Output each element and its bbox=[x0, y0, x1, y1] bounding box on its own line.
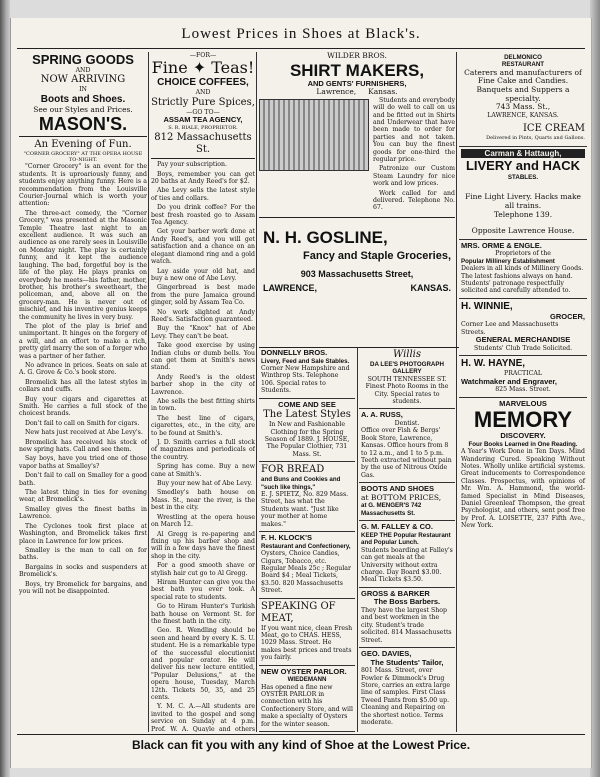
ad-text: See our Styles and Prices. bbox=[33, 104, 133, 114]
ad-text: Corner New Hampshire and Winthrop Sts. Telephone 106. Special rates to Students. bbox=[261, 365, 350, 395]
hayne-watchmaker-ad bbox=[459, 356, 587, 397]
ad-text: AND bbox=[75, 67, 91, 74]
ad-text: Dealers in all kinds of Millinery Goods. The latest fashions always on hand. Students' patronage respectfully solicited and carefully attended to. bbox=[461, 265, 584, 295]
ad-text: Oysters, Choice Candies, Cigars, Tobacco, etc. Regular Meals 25c ; Regular Board $4 ; Meal Tickets, $3.50. 820 Massachusetts Street. bbox=[261, 550, 351, 595]
article-paragraph: Bromelick has received his stock of new spring hats. Call and see them. bbox=[19, 438, 147, 454]
ad-subheading: ICE CREAM bbox=[522, 123, 585, 135]
ad-text: AND GENTS' FURNISHERS, bbox=[307, 78, 407, 88]
ad-subheading: at BOTTOM PRICES, bbox=[361, 492, 442, 502]
ad-text: PRACTICAL bbox=[504, 370, 542, 378]
ad-store: ASSAM TEA AGENCY, bbox=[163, 115, 243, 125]
ad-subheading: Restaurant and Confectionery, bbox=[261, 542, 351, 550]
local-item: Hiram Hunter can give you the best bath you ever took. A special rate to students. bbox=[151, 578, 255, 601]
ad-text: at G. MENGER'S 742 Massachusetts St. bbox=[361, 502, 422, 517]
column-3-lower bbox=[259, 347, 455, 732]
ad-block bbox=[259, 532, 355, 598]
local-item: Get your barber work done at Andy Reed's, and you will get satisfaction and a chance on an elegant diamond ring and a gold watch. bbox=[151, 228, 255, 266]
divider bbox=[151, 158, 255, 159]
ad-subheading: GROCER, bbox=[549, 311, 585, 321]
local-item: Gingerbread is best made from the pure Jamaica ground ginger, sold by Assam Tea Co. bbox=[151, 284, 255, 307]
ad-block bbox=[259, 347, 355, 399]
ad-heading: SHIRT MAKERS, bbox=[289, 60, 425, 80]
building-engraving bbox=[259, 97, 369, 214]
ad-text: Telephone 139. bbox=[493, 209, 553, 219]
ad-subheading: Watchmaker and Engraver, bbox=[461, 376, 558, 386]
ad-brand: MASON'S. bbox=[38, 114, 128, 135]
ad-heading: GEO. DAVIES, bbox=[361, 648, 412, 658]
ad-text: Work called for and delivered. Telephone No. 67. bbox=[373, 189, 455, 212]
ad-text: Banquets and Suppers a specialty. bbox=[476, 85, 570, 103]
local-item: Abe sells the best fitting shirts in town. bbox=[151, 398, 255, 413]
article-paragraph: The latest thing in ties for evening wear, at Bromelick's. bbox=[19, 489, 147, 504]
ad-heading: SPRING GOODS bbox=[32, 52, 134, 67]
column-divider bbox=[357, 347, 358, 732]
ad-text: —GO TO— bbox=[186, 108, 220, 116]
ad-text: Caterers and manufacturers of Fine Cake and Candies. bbox=[464, 67, 582, 86]
ad-text: Office over Fish & Bergs' Book Store, Lawrence, Kansas. Office hours from 8 to 12 a.m., and 1 to 5 p.m. Teeth extracted without pain by the use of Nitrous Oxide Gas. bbox=[361, 427, 452, 479]
ad-subheading: The Boss Barbers. bbox=[373, 597, 441, 607]
ad-text: If you want nice, clean Fresh Meat, go to CHAS. HESS, 1029 Mass. Street. He makes best prices and treats you fairly. bbox=[261, 624, 353, 662]
page-banner: Lowest Prices in Shoes at Black's. bbox=[181, 26, 421, 42]
ad-text: Has opened a fine new OYSTER PARLOR in connection with his Confectionery Store, and will make a specialty of Oysters for the winter season. bbox=[261, 683, 353, 728]
local-item: Al Gregg is re-papering and fixing up his barber shop and will in a few days have the finest shop in the city. bbox=[151, 530, 255, 560]
ad-text: They have the largest Shop and best workmen in the city. Student's trade solicited. 814 Massachusetts Street. bbox=[361, 606, 452, 644]
ad-subheading: Four Books Learned in One Reading. bbox=[468, 440, 578, 448]
column-divider bbox=[456, 52, 457, 732]
ad-text: CHOICE COFFEES, bbox=[157, 77, 249, 89]
ad-text: Fine Light Livery. Hacks make all trains. bbox=[465, 192, 581, 210]
ad-text: Corner Lee and Massachusetts Streets. bbox=[461, 321, 559, 336]
ad-state: KANSAS. bbox=[410, 282, 451, 293]
ad-text: Strictly Pure Spices, bbox=[151, 96, 255, 108]
column-1 bbox=[19, 52, 147, 732]
article-paragraph: The Cyclones took first place at Washington, and Bromelick takes first place in Lawrence for low prices. bbox=[19, 522, 147, 545]
article-paragraph: Smalley gives the finest baths in Lawrence. bbox=[19, 505, 147, 521]
ad-text: —FOR— bbox=[189, 52, 217, 59]
ad-heading: MARVELOUS bbox=[499, 398, 547, 408]
ad-block bbox=[359, 347, 455, 409]
ad-city: LAWRENCE, KANSAS. bbox=[487, 111, 559, 119]
ad-heading: DELMONICO bbox=[504, 54, 542, 61]
ad-subheading: Fancy and Staple Groceries, bbox=[303, 249, 451, 262]
local-item: No work slighted at Andy Reed's. Satisfaction guaranteed. bbox=[151, 308, 255, 323]
local-item: Wrestling at the opera house on March 12. bbox=[151, 513, 255, 529]
local-item: Smedley's bath house on Mass. St., near the river, is the best in the city. bbox=[151, 489, 255, 512]
ad-heading: COME AND SEE bbox=[278, 399, 336, 409]
delmonico-ad bbox=[459, 52, 587, 147]
ad-heading: GROSS & BARKER bbox=[361, 588, 430, 598]
article-paragraph: Say boys, have you tried one of those vapor baths at Smalley's? bbox=[19, 455, 147, 470]
divider bbox=[19, 136, 147, 137]
article-paragraph: Buy your cigars and cigarettes at Smith. He carries a full stock of the choicest brands. bbox=[19, 395, 147, 418]
bottom-rule bbox=[17, 734, 585, 735]
page-footer: Black can fit you with any kind of Shoe at the Lowest Price. bbox=[131, 738, 471, 752]
ad-text: Patronize our Custom Steam Laundry for nice work and low prices. bbox=[373, 165, 455, 188]
ad-block bbox=[259, 399, 355, 463]
ad-text: Proprietors of the bbox=[495, 250, 551, 258]
ad-heading: MRS. ORME & ENGLE. bbox=[461, 240, 542, 250]
divider bbox=[259, 217, 455, 218]
ad-heading: DONNELLY BROS. bbox=[261, 348, 328, 357]
ad-heading: Carman & Hattaugh, bbox=[461, 149, 585, 158]
ad-heading: FOR BREAD bbox=[261, 464, 325, 476]
column-3-top bbox=[259, 52, 455, 347]
ad-block bbox=[259, 666, 355, 732]
ad-text: Delivered in Pints, Quarts and Gallons. bbox=[486, 135, 585, 142]
ad-subheading: KEEP THE Popular Restaurant and Popular Lunch. bbox=[361, 531, 451, 547]
ad-block bbox=[359, 588, 455, 648]
local-item: Y. M. C. A.—All students are invited to the gospel and song service on Sunday at 4 p.m. Prof. W. A. Quayle and others bbox=[151, 703, 255, 732]
article-paragraph: Bromelick has all the latest styles in collars and cuffs. bbox=[19, 378, 147, 394]
ad-subheading: Livery, Feed and Sale Stables. bbox=[261, 357, 350, 365]
ad-subheading: The Latest Styles bbox=[263, 409, 351, 421]
ad-block bbox=[359, 521, 455, 587]
ad-heading: Fine ✦ Teas! bbox=[151, 58, 255, 78]
ad-heading: RESTAURANT bbox=[501, 61, 545, 69]
column-4 bbox=[459, 52, 587, 732]
ad-heading: H. W. HAYNE, bbox=[461, 358, 526, 370]
ad-address: 825 Mass. Street. bbox=[495, 386, 551, 394]
ad-block bbox=[259, 462, 355, 532]
ad-block bbox=[259, 599, 355, 666]
ad-heading: H. WINNIE, bbox=[461, 300, 513, 312]
ad-heading: SPEAKING OF MEAT, bbox=[261, 600, 336, 624]
carman-livery-ad bbox=[459, 147, 587, 240]
column-3a bbox=[259, 347, 355, 732]
memory-discovery-ad bbox=[459, 398, 587, 532]
ad-city: LAWRENCE, bbox=[263, 282, 317, 293]
ad-heading: G. M. FALLEY & CO. bbox=[361, 522, 433, 532]
ad-text: IN bbox=[79, 86, 87, 94]
article-title: An Evening of Fun. bbox=[34, 139, 132, 151]
article-paragraph: Bargains in socks and suspenders at Bromelick's. bbox=[19, 563, 147, 579]
ad-subheading: Dentist. bbox=[394, 420, 420, 428]
ad-text: S. R. BIALE, PROPRIETOR. bbox=[168, 124, 238, 131]
local-item: Andy Reed's is the oldest barber shop in the city of Lawrence. bbox=[151, 373, 255, 396]
ad-heading: MEMORY bbox=[473, 407, 573, 433]
ad-text: Students' Club Trade Solicited. bbox=[473, 344, 573, 352]
article-subtitle: "CORNER GROCERY" AT THE OPERA HOUSE TO-NIGHT. bbox=[23, 151, 143, 164]
ad-subheading: Popular Millinery Establishment bbox=[461, 257, 555, 265]
local-item: Boys, remember you can get 20 baths at Andy Reed's for $2. bbox=[151, 170, 255, 186]
ad-block bbox=[359, 648, 455, 729]
ad-heading: BOOTS AND SHOES bbox=[361, 484, 435, 494]
orme-millinery-ad bbox=[459, 240, 587, 299]
top-rule bbox=[17, 48, 585, 49]
local-item: Buy the "Knox" hat of Abe Levy. They can't be beat. bbox=[151, 325, 255, 340]
masons-ad bbox=[19, 52, 147, 134]
ad-text: 801 Mass. Street, over Fowler & Dimmock's Drug Store, carries an extra large line of samples. First Class Tweed Pants from $5.00 up. Cleaning and Repairing on the shortest notice. Terms moderate. bbox=[361, 667, 450, 726]
article-paragraph: Smalley is the man to call on for baths. bbox=[19, 546, 147, 562]
article-paragraph: Don't fail to call on Smalley for a good bath. bbox=[19, 472, 147, 487]
ad-heading: DISCOVERY. bbox=[500, 431, 546, 441]
local-item: The best line of cigars, cigarettes, etc., in the city, are to be found at Smith's. bbox=[151, 414, 255, 437]
ad-subheading: STABLES. bbox=[507, 174, 539, 181]
column-divider bbox=[148, 52, 149, 732]
ad-text: In New and Fashionable Clothing for the Spring Season of 1889. J. HOUSE, The Popular Clothier, 731 Mass. St. bbox=[264, 421, 350, 458]
article-paragraph: New hats just received at Abe Levy's. bbox=[25, 429, 143, 437]
ad-text: A Year's Work Done in Ten Days. Mind Wandering Cured. Speaking Without Notes. Wholly unlike artificial systems. Great inducements to Correspondence Classes. Prospectus, with opinions of Mr. Wm. A. Hammond, the world-famed Specialist in Mind Diseases, Daniel Greenleaf Thompson, the great Psychologist, and others, sent post free by Prof. A. LOISETTE, 237 Fifth Ave., New York. bbox=[461, 448, 585, 530]
ad-heading: Willis bbox=[392, 349, 422, 360]
ad-subheading: and Buns and Cookies and "such like things," bbox=[261, 476, 341, 491]
assam-tea-ad bbox=[151, 52, 255, 156]
column-divider bbox=[256, 52, 257, 732]
ad-text: Boots and Shoes. bbox=[40, 93, 126, 105]
ad-subheading: GENERAL MERCHANDISE bbox=[475, 335, 571, 345]
ad-text: WILDER BROS. bbox=[327, 52, 387, 60]
ad-text: AND bbox=[195, 89, 211, 97]
ad-block bbox=[359, 483, 455, 521]
local-item: Spring has come. Buy a new cane at Smith's. bbox=[151, 463, 255, 478]
ad-heading: A. A. RUSS, bbox=[361, 410, 403, 420]
gosline-ad bbox=[259, 221, 455, 295]
article-paragraph: Don't fail to call on Smith for cigars. bbox=[25, 419, 140, 427]
column-2 bbox=[151, 52, 255, 732]
ad-text: Opposite Lawrence House. bbox=[471, 226, 575, 236]
winnie-grocer-ad bbox=[459, 299, 587, 356]
ad-text: SOUTH TENNESSEE ST. Finest Photo Rooms in the City. Special rates to students. bbox=[365, 375, 449, 406]
ad-address: 743 Mass. St., bbox=[495, 102, 551, 112]
article-paragraph: "Corner Grocery" is an event for the students. It is uproariously funny, and students enjoy anything funny. Here is a recommendation from the Louisville Courier-Journal which is worth your attention: bbox=[19, 163, 147, 208]
local-item: Pay your subscription. bbox=[157, 161, 227, 169]
ad-address: 812 Massachusetts St. bbox=[154, 132, 252, 156]
ad-text: NOW ARRIVING bbox=[40, 74, 126, 86]
ad-subheading: The Students' Tailor, bbox=[370, 657, 444, 667]
ad-subheading: DA LEE'S PHOTOGRAPH GALLERY bbox=[369, 361, 444, 376]
local-item: Buy your new hat of Abe Levy. bbox=[157, 480, 253, 488]
local-item: For a good smooth shave or stylish hair cut go to Al Gregg. bbox=[151, 562, 255, 577]
article-paragraph: The three-act comedy, the "Corner Grocery," was presented at the Masonic Temple Theatre last night to an excellent audience. It was such an audience as one rarely sees in Louisville on Monday night. The play is certainly funny, and it kept the audience laughing. The bad, forgetful boy is the life of the play. He plays pranks on everybody he meets—his father, mother, brother, his brother's sweetheart, the policeman, and, above all on the grocery-man. He is never out of mischief, and his inventive genius keeps the community he lives in very busy. bbox=[19, 209, 147, 321]
ad-city: Lawrence, bbox=[316, 87, 357, 97]
ad-heading: NEW OYSTER PARLOR. bbox=[261, 666, 347, 676]
local-item: Geo. R. Wendling should be seen and heard by every K. S. U. student. He is a remarkable type of the successful elocutionist and popular orator. He will deliver his new lecture entitled, "Popular Delusions," at the opera house, Tuesday, March 12th. Tickets 50, 35, and 25 cents. bbox=[151, 627, 255, 702]
ad-heading: LIVERY and HACK bbox=[465, 158, 581, 173]
column-3b bbox=[359, 347, 455, 732]
local-item: Lay aside your old hat, and buy a new one of Abe Levy. bbox=[151, 267, 255, 282]
ad-address: 903 Massachusetts Street, bbox=[300, 268, 414, 279]
ad-subheading: WIEDEMANN bbox=[287, 676, 327, 684]
wilder-bros-ad bbox=[259, 52, 455, 97]
book-spine-left bbox=[0, 0, 10, 777]
ad-heading: N. H. GOSLINE, bbox=[263, 227, 388, 247]
article-paragraph: The plot of the play is brief and unimportant. It hinges on the forgery of a will, and an effort to make a rich, pretty girl marry the son of a forger who was a partner of her father. bbox=[19, 322, 147, 360]
local-item: Abe Levy sells the latest style of ties and collars. bbox=[151, 187, 255, 202]
local-item: Do you drink coffee? For the best fresh roasted go to Assam Tea Agency. bbox=[151, 204, 255, 227]
local-item: Take good exercise by using Indian clubs or dumb bells. You can get them at Smith's news stand. bbox=[151, 342, 255, 372]
ad-heading: F. H. KLOCK'S bbox=[261, 533, 312, 543]
local-item: J. D. Smith carries a full stock of magazines and periodicals of the country. bbox=[151, 439, 255, 461]
ad-state: Kansas. bbox=[368, 87, 398, 97]
article-paragraph: Boys, try Bromelick for bargains, and you will not be disappointed. bbox=[19, 580, 147, 595]
ad-text: Students boarding at Falley's can get meals at the University without extra charge. Day Board $3.00. Meal Tickets $3.50. bbox=[361, 546, 453, 584]
ad-text: Students and everybody will do well to call on us and be fitted out in Shirts and Underwear that have been made to order for parties and not taken. You can buy the finest goods for one-third the regular price. bbox=[373, 96, 455, 164]
local-item: Go to Hiram Hunter's Turkish bath house on Vermont St. for the finest bath in the city. bbox=[151, 603, 255, 625]
ad-text: E. J. SPIETZ, No. 829 Mass. Street, has what the Students want. "Just like your mother at home makes." bbox=[261, 491, 349, 528]
ad-block bbox=[359, 409, 455, 483]
article-paragraph: No advance in prices. Seats on sale at A. G. Grove & Co.'s book store. bbox=[19, 361, 147, 377]
newspaper-page bbox=[10, 18, 592, 768]
